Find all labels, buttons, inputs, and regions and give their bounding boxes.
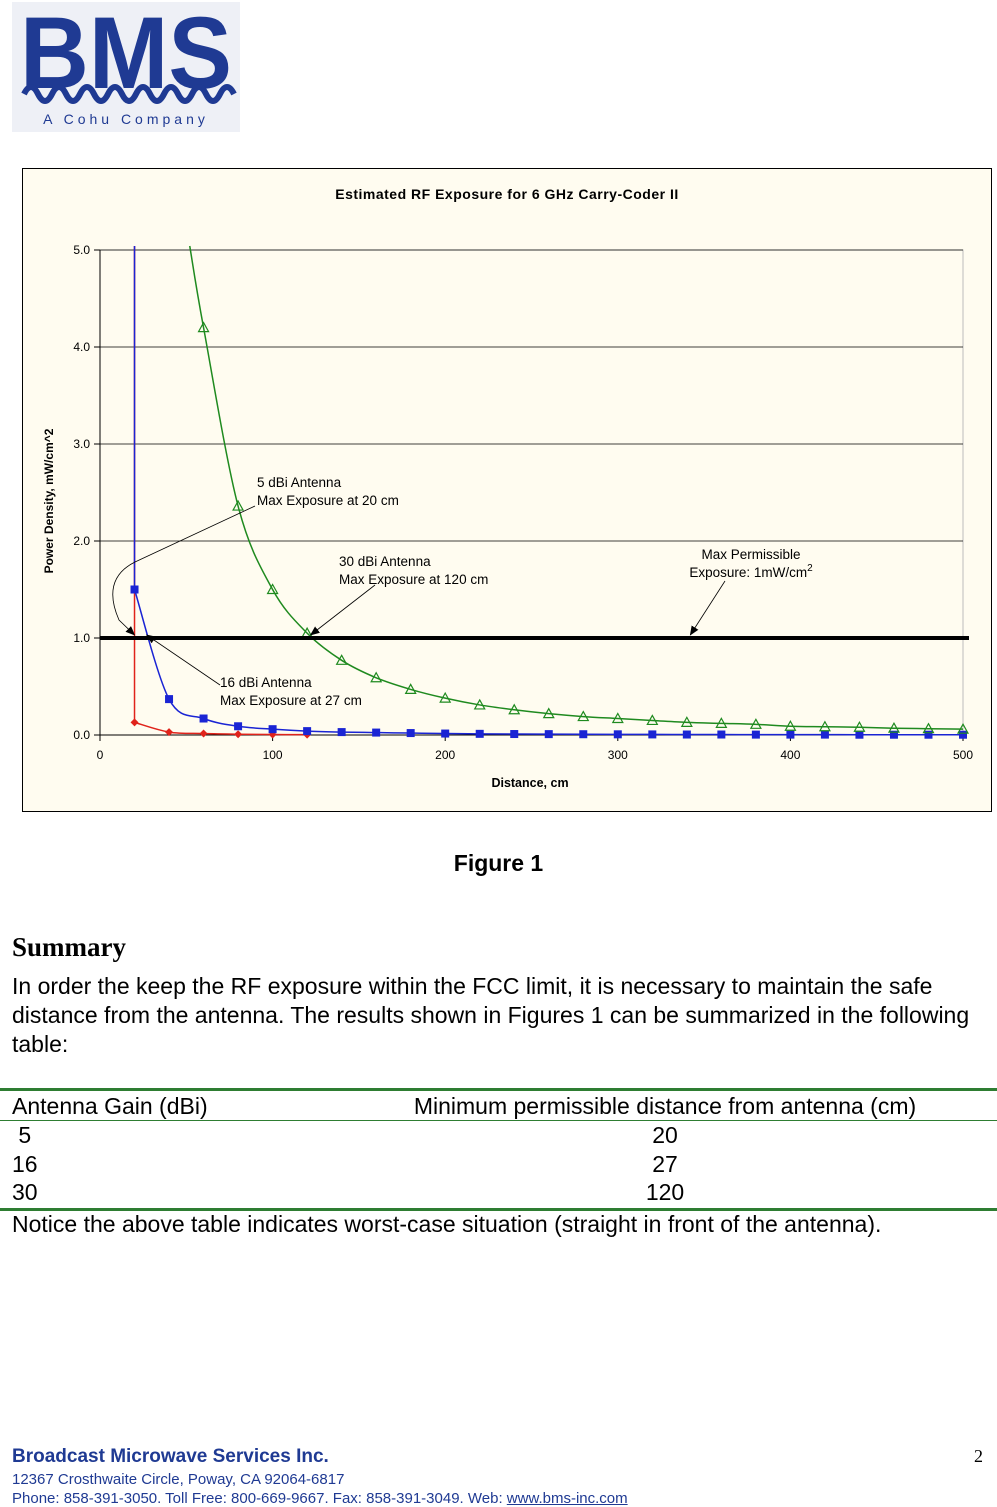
x-axis-label: Distance, cm (491, 776, 569, 790)
series-line (135, 246, 308, 735)
x-tick-label: 300 (607, 748, 628, 762)
data-point-diamond (234, 730, 242, 738)
data-point-square (234, 722, 242, 730)
y-tick-label: 2.0 (73, 534, 90, 548)
bms-logo (12, 2, 240, 132)
table-header-gain: Antenna Gain (dBi) (12, 1093, 208, 1119)
data-point-square (510, 730, 518, 738)
data-point-square (821, 731, 829, 739)
annotation-label (257, 475, 399, 508)
plot-border (100, 250, 963, 735)
annotation-line: 16 dBi Antenna (220, 675, 312, 690)
series-line (135, 246, 963, 735)
y-tick-label: 0.0 (73, 728, 90, 742)
figure-caption: Figure 1 (453, 850, 544, 876)
data-point-square (752, 731, 760, 739)
y-axis-label: Power Density, mW/cm^2 (42, 428, 56, 574)
y-tick-label: 4.0 (73, 340, 90, 354)
footer-contact (12, 1490, 628, 1507)
data-point-square (648, 730, 656, 738)
logo-tagline: A Cohu Company (43, 111, 209, 127)
data-point-square (303, 727, 311, 735)
footer-company-name: Broadcast Microwave Services Inc. (12, 1446, 329, 1467)
data-point-square (441, 730, 449, 738)
data-point-square (786, 731, 794, 739)
data-point-square (131, 586, 139, 594)
footer-address: 12367 Crosthwaite Circle, Poway, CA 92064-6817 (12, 1471, 345, 1488)
table-row-2-gain: 16 (12, 1151, 38, 1177)
data-point-square (924, 731, 932, 739)
data-point-diamond (200, 730, 208, 738)
y-tick-label: 5.0 (73, 243, 90, 257)
data-point-square (717, 731, 725, 739)
annotation-label (339, 554, 488, 587)
annotation-superscript: 2 (807, 563, 813, 574)
y-tick-label: 1.0 (73, 631, 90, 645)
annotation-line: 5 dBi Antenna (257, 475, 342, 490)
annotation-arrow (311, 585, 375, 635)
data-point-square (269, 725, 277, 733)
data-point-diamond (131, 718, 139, 726)
summary-paragraph: In order the keep the RF exposure within the FCC limit, it is necessary to maintain the safe distance from the antenna. The results shown in Figures 1 can be summarized in the following table: (12, 973, 970, 1057)
table-row-3-distance: 120 (645, 1179, 685, 1205)
annotation-line: Max Exposure at 27 cm (220, 693, 362, 708)
y-tick-label: 3.0 (73, 437, 90, 451)
summary-heading: Summary (12, 932, 126, 962)
logo-brand-text: BMS (20, 2, 232, 110)
rf-exposure-chart (23, 169, 991, 811)
annotation-label (220, 675, 362, 708)
annotation-line: Max Permissible (701, 547, 801, 562)
data-point-square (683, 731, 691, 739)
data-point-square (476, 730, 484, 738)
data-point-square (855, 731, 863, 739)
footer-website-link[interactable]: www.bms-inc.com (506, 1490, 628, 1507)
data-point-square (165, 695, 173, 703)
table-row-2-distance: 27 (652, 1151, 678, 1177)
x-tick-label: 200 (435, 748, 456, 762)
data-point-square (579, 730, 587, 738)
chart-area (22, 168, 992, 812)
annotation-label (689, 547, 813, 580)
annotation-arrow (147, 635, 220, 685)
table-note: Notice the above table indicates worst-case situation (straight in front of the antenna). (12, 1211, 882, 1237)
table-row-1-distance: 20 (652, 1122, 678, 1148)
annotation-line: Max Exposure at 120 cm (339, 572, 489, 587)
annotation-line: Max Exposure at 20 cm (257, 493, 399, 508)
data-point-square (200, 715, 208, 723)
table-row-3-gain: 30 (12, 1179, 38, 1205)
annotation-line: 30 dBi Antenna (339, 554, 431, 569)
data-point-square (959, 731, 967, 739)
footer-contact-text: Phone: 858-391-3050. Toll Free: 800-669-9667. Fax: 858-391-3049. Web: (12, 1490, 507, 1507)
x-tick-label: 500 (952, 748, 974, 762)
table-row-1-gain: 5 (12, 1122, 32, 1148)
x-tick-label: 0 (96, 748, 104, 762)
data-point-square (545, 730, 553, 738)
table-header-distance: Minimum permissible distance from antenna (cm) (413, 1093, 917, 1119)
table-top-rule (0, 1088, 997, 1091)
chart-title: Estimated RF Exposure for 6 GHz Carry-Coder II (335, 186, 679, 202)
x-tick-label: 400 (780, 748, 801, 762)
annotation-line: Exposure: 1mW/cm (689, 565, 808, 580)
page-number: 2 (974, 1446, 983, 1466)
data-point-square (614, 730, 622, 738)
annotation-arrow (690, 581, 725, 635)
data-point-square (338, 728, 346, 736)
data-point-square (407, 729, 415, 737)
x-tick-label: 100 (262, 748, 283, 762)
data-point-square (372, 729, 380, 737)
